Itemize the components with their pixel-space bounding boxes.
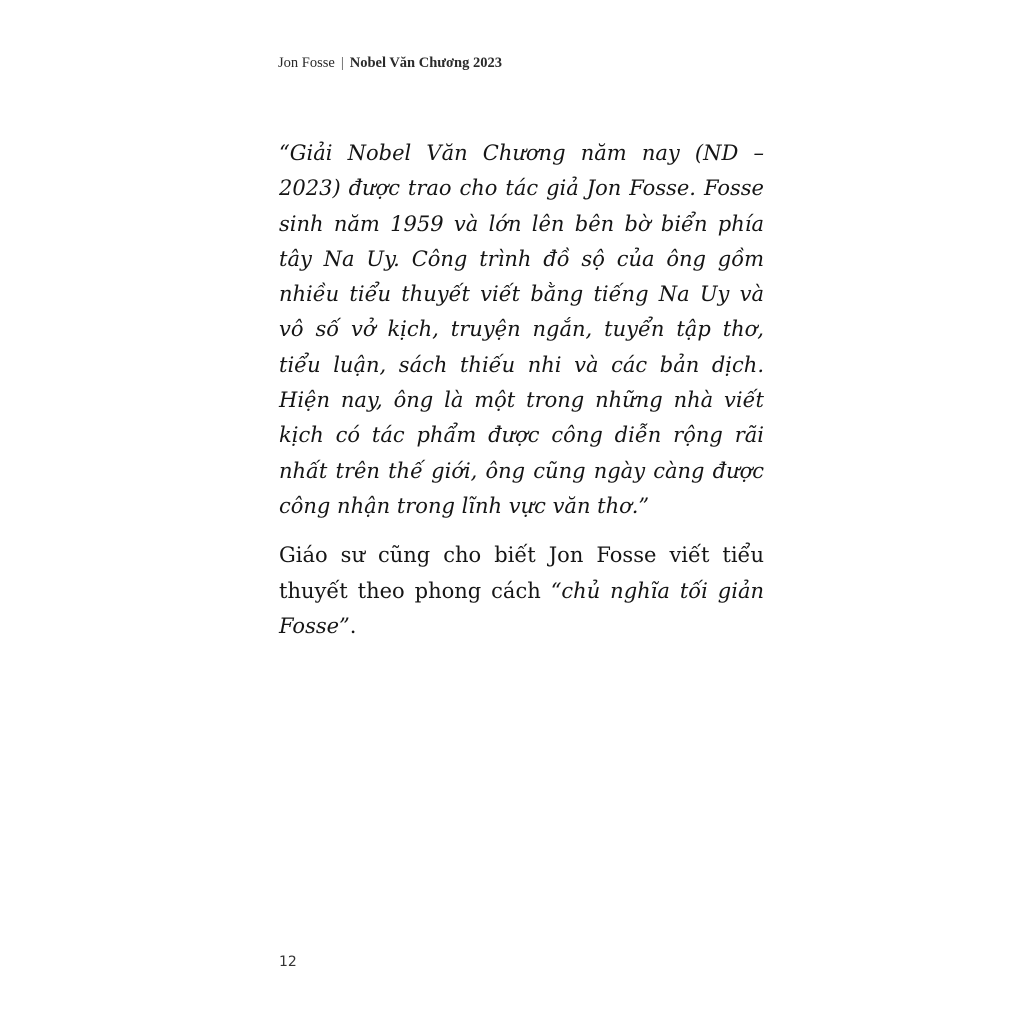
page-number: 12 bbox=[279, 954, 297, 970]
second-paragraph-end: . bbox=[349, 613, 357, 638]
header-title: Nobel Văn Chương 2023 bbox=[349, 55, 502, 71]
second-paragraph bbox=[279, 538, 764, 644]
header-author: Jon Fosse bbox=[278, 55, 335, 71]
quote-paragraph: “Giải Nobel Văn Chương năm nay (ND – 2023) được trao cho tác giả Jon Fosse. Fosse sinh năm 1959 và lớn lên bên bờ biển phía tây Na Uy. Công trình đồ sộ của ông gồm nhiều tiểu thuyết viết bằng tiếng Na Uy và vô số vở kịch, truyện ngắn, tuyển tập thơ, tiểu luận, sách thiếu nhi và các bản dịch. Hiện nay, ông là một trong những nhà viết kịch có tác phẩm được công diễn rộng rãi nhất trên thế giới, ông cũng ngày càng được công nhận trong lĩnh vực văn thơ.” bbox=[279, 141, 764, 518]
second-paragraph-emphasis: “chủ nghĩa tối giản Fosse” bbox=[279, 578, 765, 638]
header-separator: | bbox=[340, 55, 344, 71]
body-text bbox=[279, 136, 764, 644]
running-header bbox=[278, 55, 502, 72]
second-paragraph-lead: Giáo sư cũng cho biết Jon Fosse viết tiểu thuyết theo phong cách bbox=[279, 543, 764, 603]
